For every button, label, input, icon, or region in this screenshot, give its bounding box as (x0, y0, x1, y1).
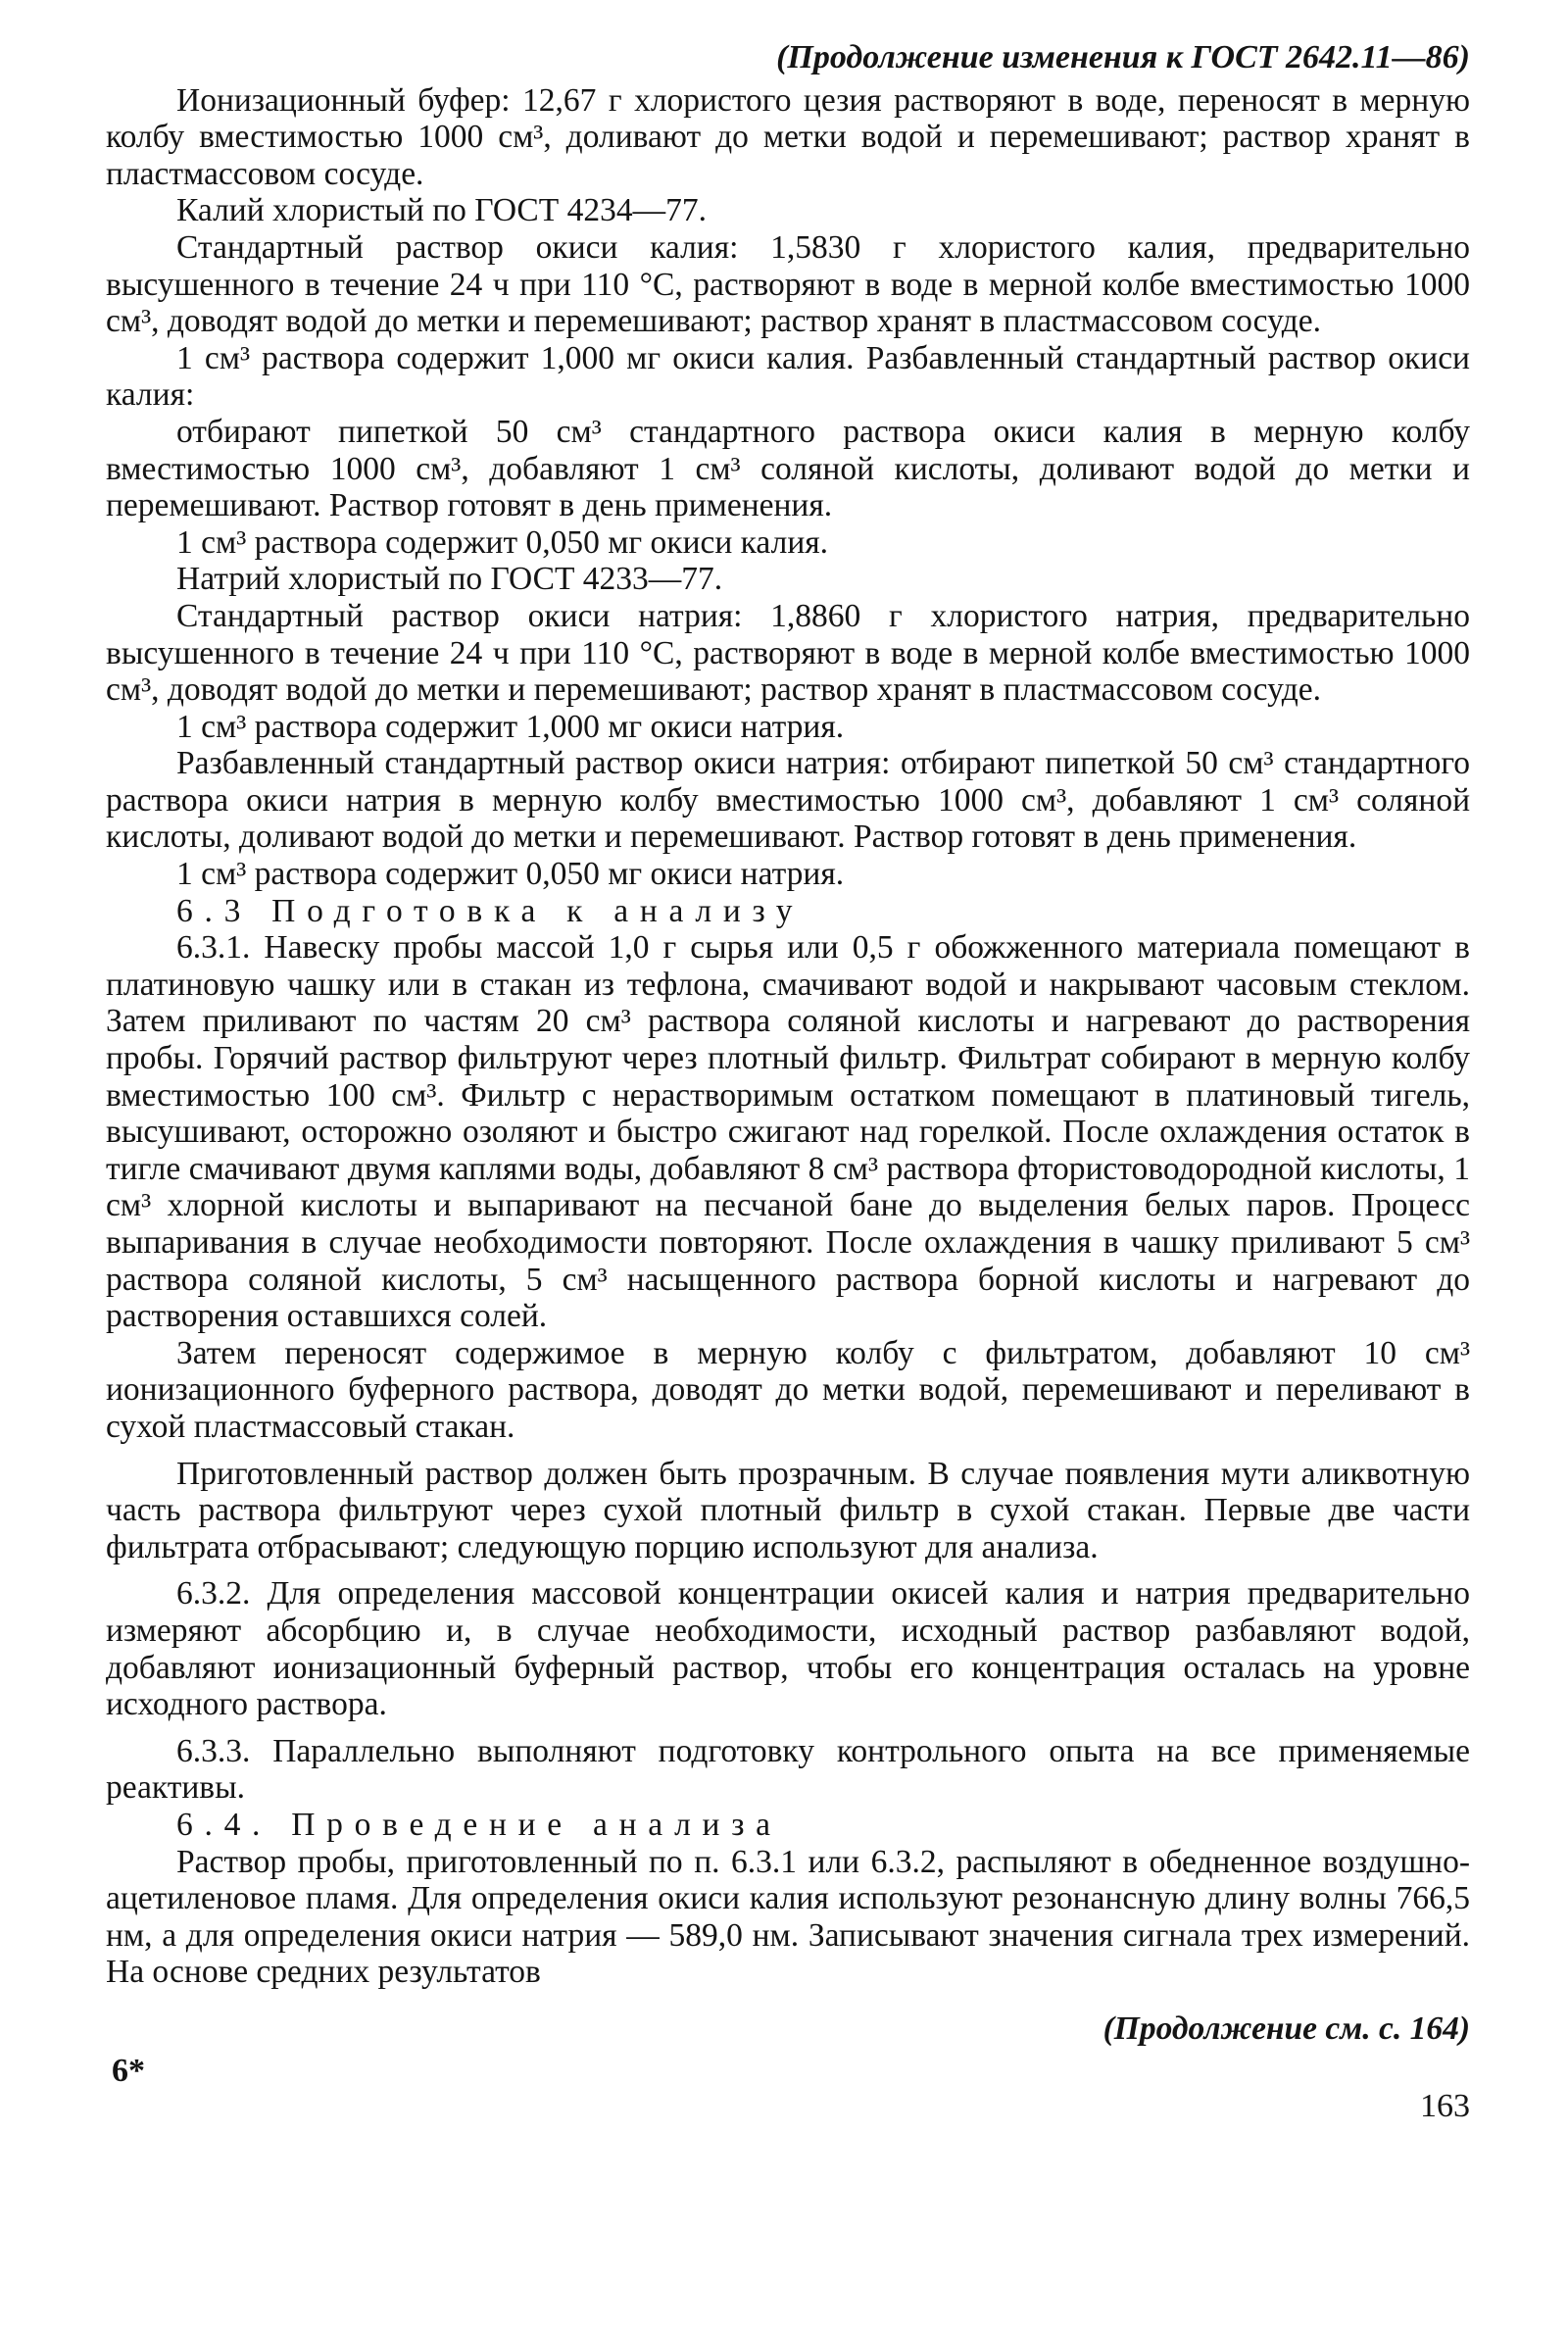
signature-mark: 6* (112, 2053, 145, 2090)
paragraph-potassium-diluted-content: 1 см³ раствора содержит 0,050 мг окиси калия. (176, 523, 829, 561)
paragraph-clear-solution: Приготовленный раствор должен быть прозрачным. В случае появления мути аликвотную часть раствора фильтруют через сухой плотный фильтр в сухой стакан. Первые две части фильтрата отбрасывают; следующую порцию используют для анализа. (106, 1455, 1470, 1565)
paragraph-sodium-standard: Стандартный раствор окиси натрия: 1,8860 г хлористого натрия, предварительно высушенного в течение 24 ч при 110 °С, растворяют в воде в мерной колбе вместимостью 1000 см³, доводят водой до метки и перемешивают; раствор хранят в пластмассовом сосуде. (106, 597, 1470, 709)
page-number: 163 (1420, 2088, 1470, 2125)
paragraph-analysis: Раствор пробы, приготовленный по п. 6.3.1 или 6.3.2, распыляют в обедненное воздушно-ацетиленовое пламя. Для определения окиси калия используют резонансную длину волны 766,5 нм, а для определения окиси натрия — 589,0 нм. Записывают значения сигнала трех измерений. На основе средних результатов (106, 1843, 1470, 1991)
paragraph-6-3-1: 6.3.1. Навеску пробы массой 1,0 г сырья или 0,5 г обожженного материала помещают в платиновую чашку или в стакан из тефлона, смачивают водой и накрывают часовым стеклом. Затем приливают по частям 20 см³ раствора соляной кислоты и нагревают до растворения пробы. Горячий раствор фильтруют через плотный фильтр. Фильтрат собирают в мерную колбу вместимостью 100 см³. Фильтр с нерастворимым остатком помещают в платиновый тигель, высушивают, осторожно озоляют и быстро сжигают над горелкой. После охлаждения остаток в тигле смачивают двумя каплями воды, добавляют 8 см³ раствора фтористоводородной кислоты, 1 см³ хлорной кислоты и выпаривают на песчаной бане до выделения белых паров. Процесс выпаривания в случае необходимости повторяют. После охлаждения в чашку приливают 5 см³ раствора соляной кислоты, 5 см³ насыщенного раствора борной кислоты и нагревают до растворения оставшихся солей. (106, 929, 1470, 1335)
section-heading-6-4: 6.4. Проведение анализа (176, 1806, 782, 1843)
paragraph-6-3-2: 6.3.2. Для определения массовой концентрации окисей калия и натрия предварительно измеряют абсорбцию и, в случае необходимости, исходный раствор разбавляют водой, добавляют ионизационный буферный раствор, чтобы его концентрация осталась на уровне исходного раствора. (106, 1575, 1470, 1723)
paragraph-6-3-3: 6.3.3. Параллельно выполняют подготовку контрольного опыта на все применяемые реактивы. (106, 1732, 1470, 1807)
paragraph-potassium-content: 1 см³ раствора содержит 1,000 мг окиси калия. Разбавленный стандартный раствор окиси калия: (106, 339, 1470, 414)
paragraph-transfer-filtrate: Затем переносят содержимое в мерную колбу с фильтратом, добавляют 10 см³ ионизационного буферного раствора, доводят до метки водой, перемешивают и переливают в сухой пластмассовый стакан. (106, 1334, 1470, 1445)
paragraph-sodium-content: 1 см³ раствора содержит 1,000 мг окиси натрия. (176, 708, 845, 745)
continuation-note: (Продолжение см. с. 164) (1102, 2009, 1470, 2047)
page-header: (Продолжение изменения к ГОСТ 2642.11—86) (776, 39, 1470, 75)
page-footer (106, 2053, 1470, 2160)
paragraph-sodium-chloride: Натрий хлористый по ГОСТ 4233—77. (176, 561, 723, 598)
paragraph-potassium-standard: Стандартный раствор окиси калия: 1,5830 г хлористого калия, предварительно высушенного в течение 24 ч при 110 °С, растворяют в воде в мерной колбе вместимостью 1000 см³, доводят водой до метки и перемешивают; раствор хранят в пластмассовом сосуде. (106, 228, 1470, 340)
paragraph-potassium-dilution: отбирают пипеткой 50 см³ стандартного раствора окиси калия в мерную колбу вместимостью 1000 см³, добавляют 1 см³ соляной кислоты, доливают водой до метки и перемешивают. Раствор готовят в день применения. (106, 413, 1470, 524)
section-heading-6-3: 6.3 Подготовка к анализу (176, 892, 805, 929)
paragraph-sodium-dilution: Разбавленный стандартный раствор окиси натрия: отбирают пипеткой 50 см³ стандартного раствора окиси натрия в мерную колбу вместимостью 1000 см³, добавляют 1 см³ соляной кислоты, доливают водой до метки и перемешивают. Раствор готовят в день применения. (106, 745, 1470, 856)
paragraph-sodium-diluted-content: 1 см³ раствора содержит 0,050 мг окиси натрия. (176, 856, 845, 893)
paragraph-ionization-buffer: Ионизационный буфер: 12,67 г хлористого цезия растворяют в воде, переносят в мерную колбу вместимостью 1000 см³, доливают до метки водой и перемешивают; раствор хранят в пластмассовом сосуде. (106, 81, 1470, 192)
document-page (106, 39, 1470, 2294)
paragraph-potassium-chloride: Калий хлористый по ГОСТ 4234—77. (176, 192, 707, 229)
